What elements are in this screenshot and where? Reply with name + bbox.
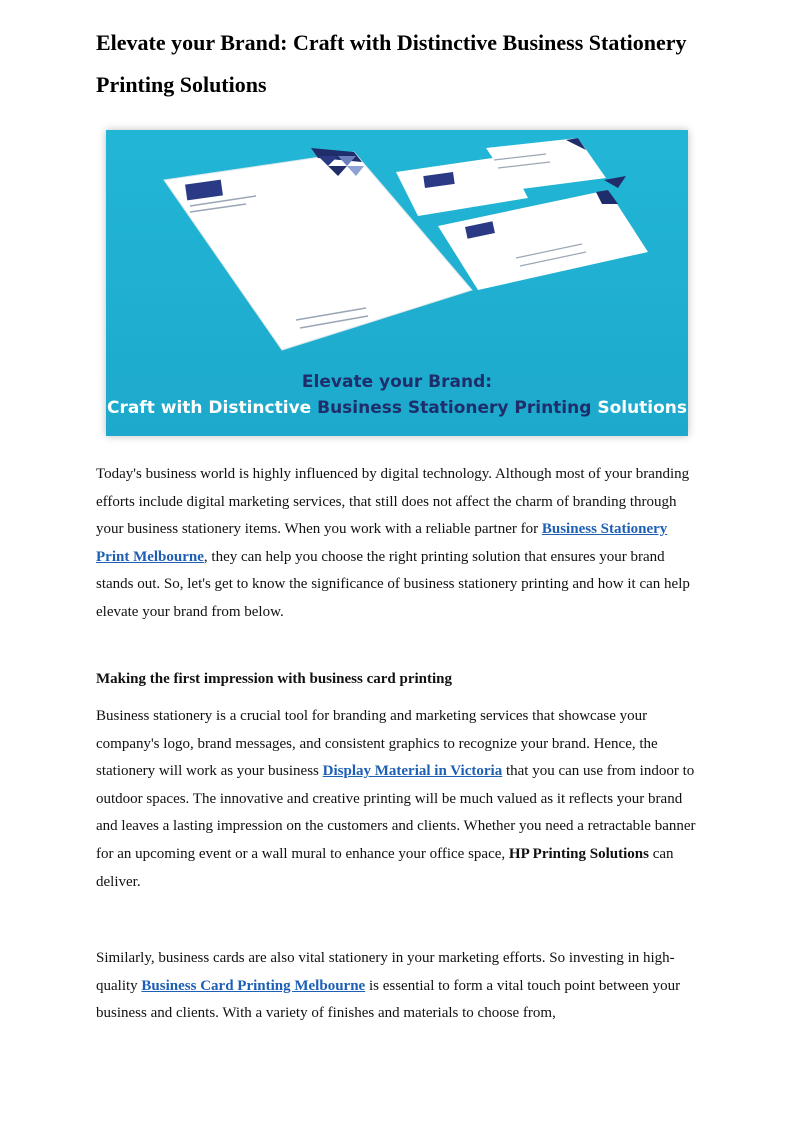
display-material-link[interactable]: Display Material in Victoria: [322, 763, 503, 780]
hero-headline: Elevate your Brand:: [301, 372, 493, 392]
section-heading: Making the first impression with business card printing: [96, 671, 453, 687]
business-stationery-print-link[interactable]: Business Stationery Print Melbourne: [96, 521, 668, 565]
section-paragraph-2: Similarly, business cards are also vital stationery in your marketing efforts. So investing in high-quality Business Card Printing Melbourne is essential to form a vital touch point between your business and clients. With a variety of finishes and materials to choose from,: [96, 950, 681, 1022]
business-card-printing-link[interactable]: Business Card Printing Melbourne: [141, 977, 366, 994]
hero-image: [106, 130, 688, 436]
hero-subheadline: Craft with Distinctive Business Stationery Printing Solutions: [106, 398, 688, 418]
intro-paragraph: Today's business world is highly influenced by digital technology. Although most of your branding efforts include digital marketing services, that still does not affect the charm of branding through your business stationery items. When you work with a reliable partner for Business Stationery Print Melbourne, they can help you choose the right printing solution that ensures your brand stands out. So, let's get to know the significance of business stationery printing and how it can help elevate your brand from below.: [96, 466, 690, 620]
section-paragraph-1: Business stationery is a crucial tool for branding and marketing services that showcase your company's logo, brand messages, and consistent graphics to recognize your brand. Hence, the stationery will work as your business Display Material in Victoria that you can use from indoor to outdoor spaces. The innovative and creative printing will be much valued as it reflects your brand and leaves a lasting impression on the customers and clients. Whether you need a retractable banner for an upcoming event or a wall mural to enhance your office space, HP Printing Solutions can deliver.: [96, 708, 696, 890]
page-title: Elevate your Brand: Craft with Distinctive Business Stationery Printing Solutions: [96, 30, 687, 97]
